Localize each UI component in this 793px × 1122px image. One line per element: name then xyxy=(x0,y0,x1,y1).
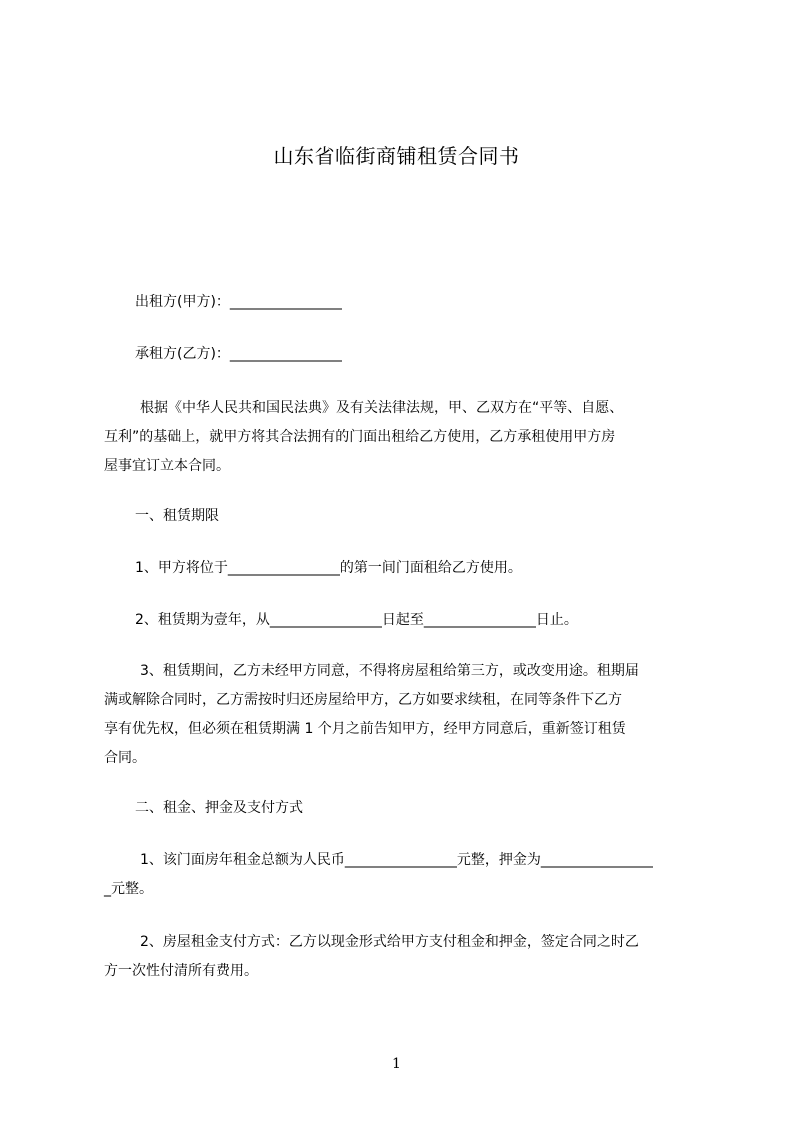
section-2-heading: 二、租金、押金及支付方式 xyxy=(135,800,303,816)
clause-1-3: 3、租赁期间，乙方未经甲方同意，不得将房屋租给第三方，或改变用途。租期届 满或解除合同时，乙方需按时归还房屋给甲方，乙方如要求续租，在同等条件下乙方 享有优先权，但必须在租赁期满 1 个月之前告知甲方，经甲方同意后，重新签订租赁 合同。 xyxy=(104,663,639,766)
section-1-heading: 一、租赁期限 xyxy=(135,508,219,524)
clause-2-2: 2、房屋租金支付方式：乙方以现金形式给甲方支付租金和押金，签定合同之时乙 方一次性付清所有费用。 xyxy=(104,934,639,979)
document-title: 山东省临街商铺租赁合同书 xyxy=(273,144,520,168)
lessee-line: 承租方(乙方)：________________ xyxy=(135,346,342,362)
clause-1-2: 2、租赁期为壹年，从________________日起至________________日止。 xyxy=(135,612,578,628)
clause-2-1: 1、该门面房年租金总额为人民币________________元整，押金为________________ _元整。 xyxy=(104,852,653,897)
lessor-line: 出租方(甲方)：________________ xyxy=(135,294,342,310)
page-number: 1 xyxy=(392,1056,401,1072)
clause-1-1: 1、甲方将位于________________的第一间门面租给乙方使用。 xyxy=(135,560,522,576)
intro-paragraph: 根据《中华人民共和国民法典》及有关法律法规，甲、乙双方在“平等、自愿、 互利”的基础上，就甲方将其合法拥有的门面出租给乙方使用，乙方承租使用甲方房 屋事宜订立本合同。 xyxy=(104,400,624,474)
